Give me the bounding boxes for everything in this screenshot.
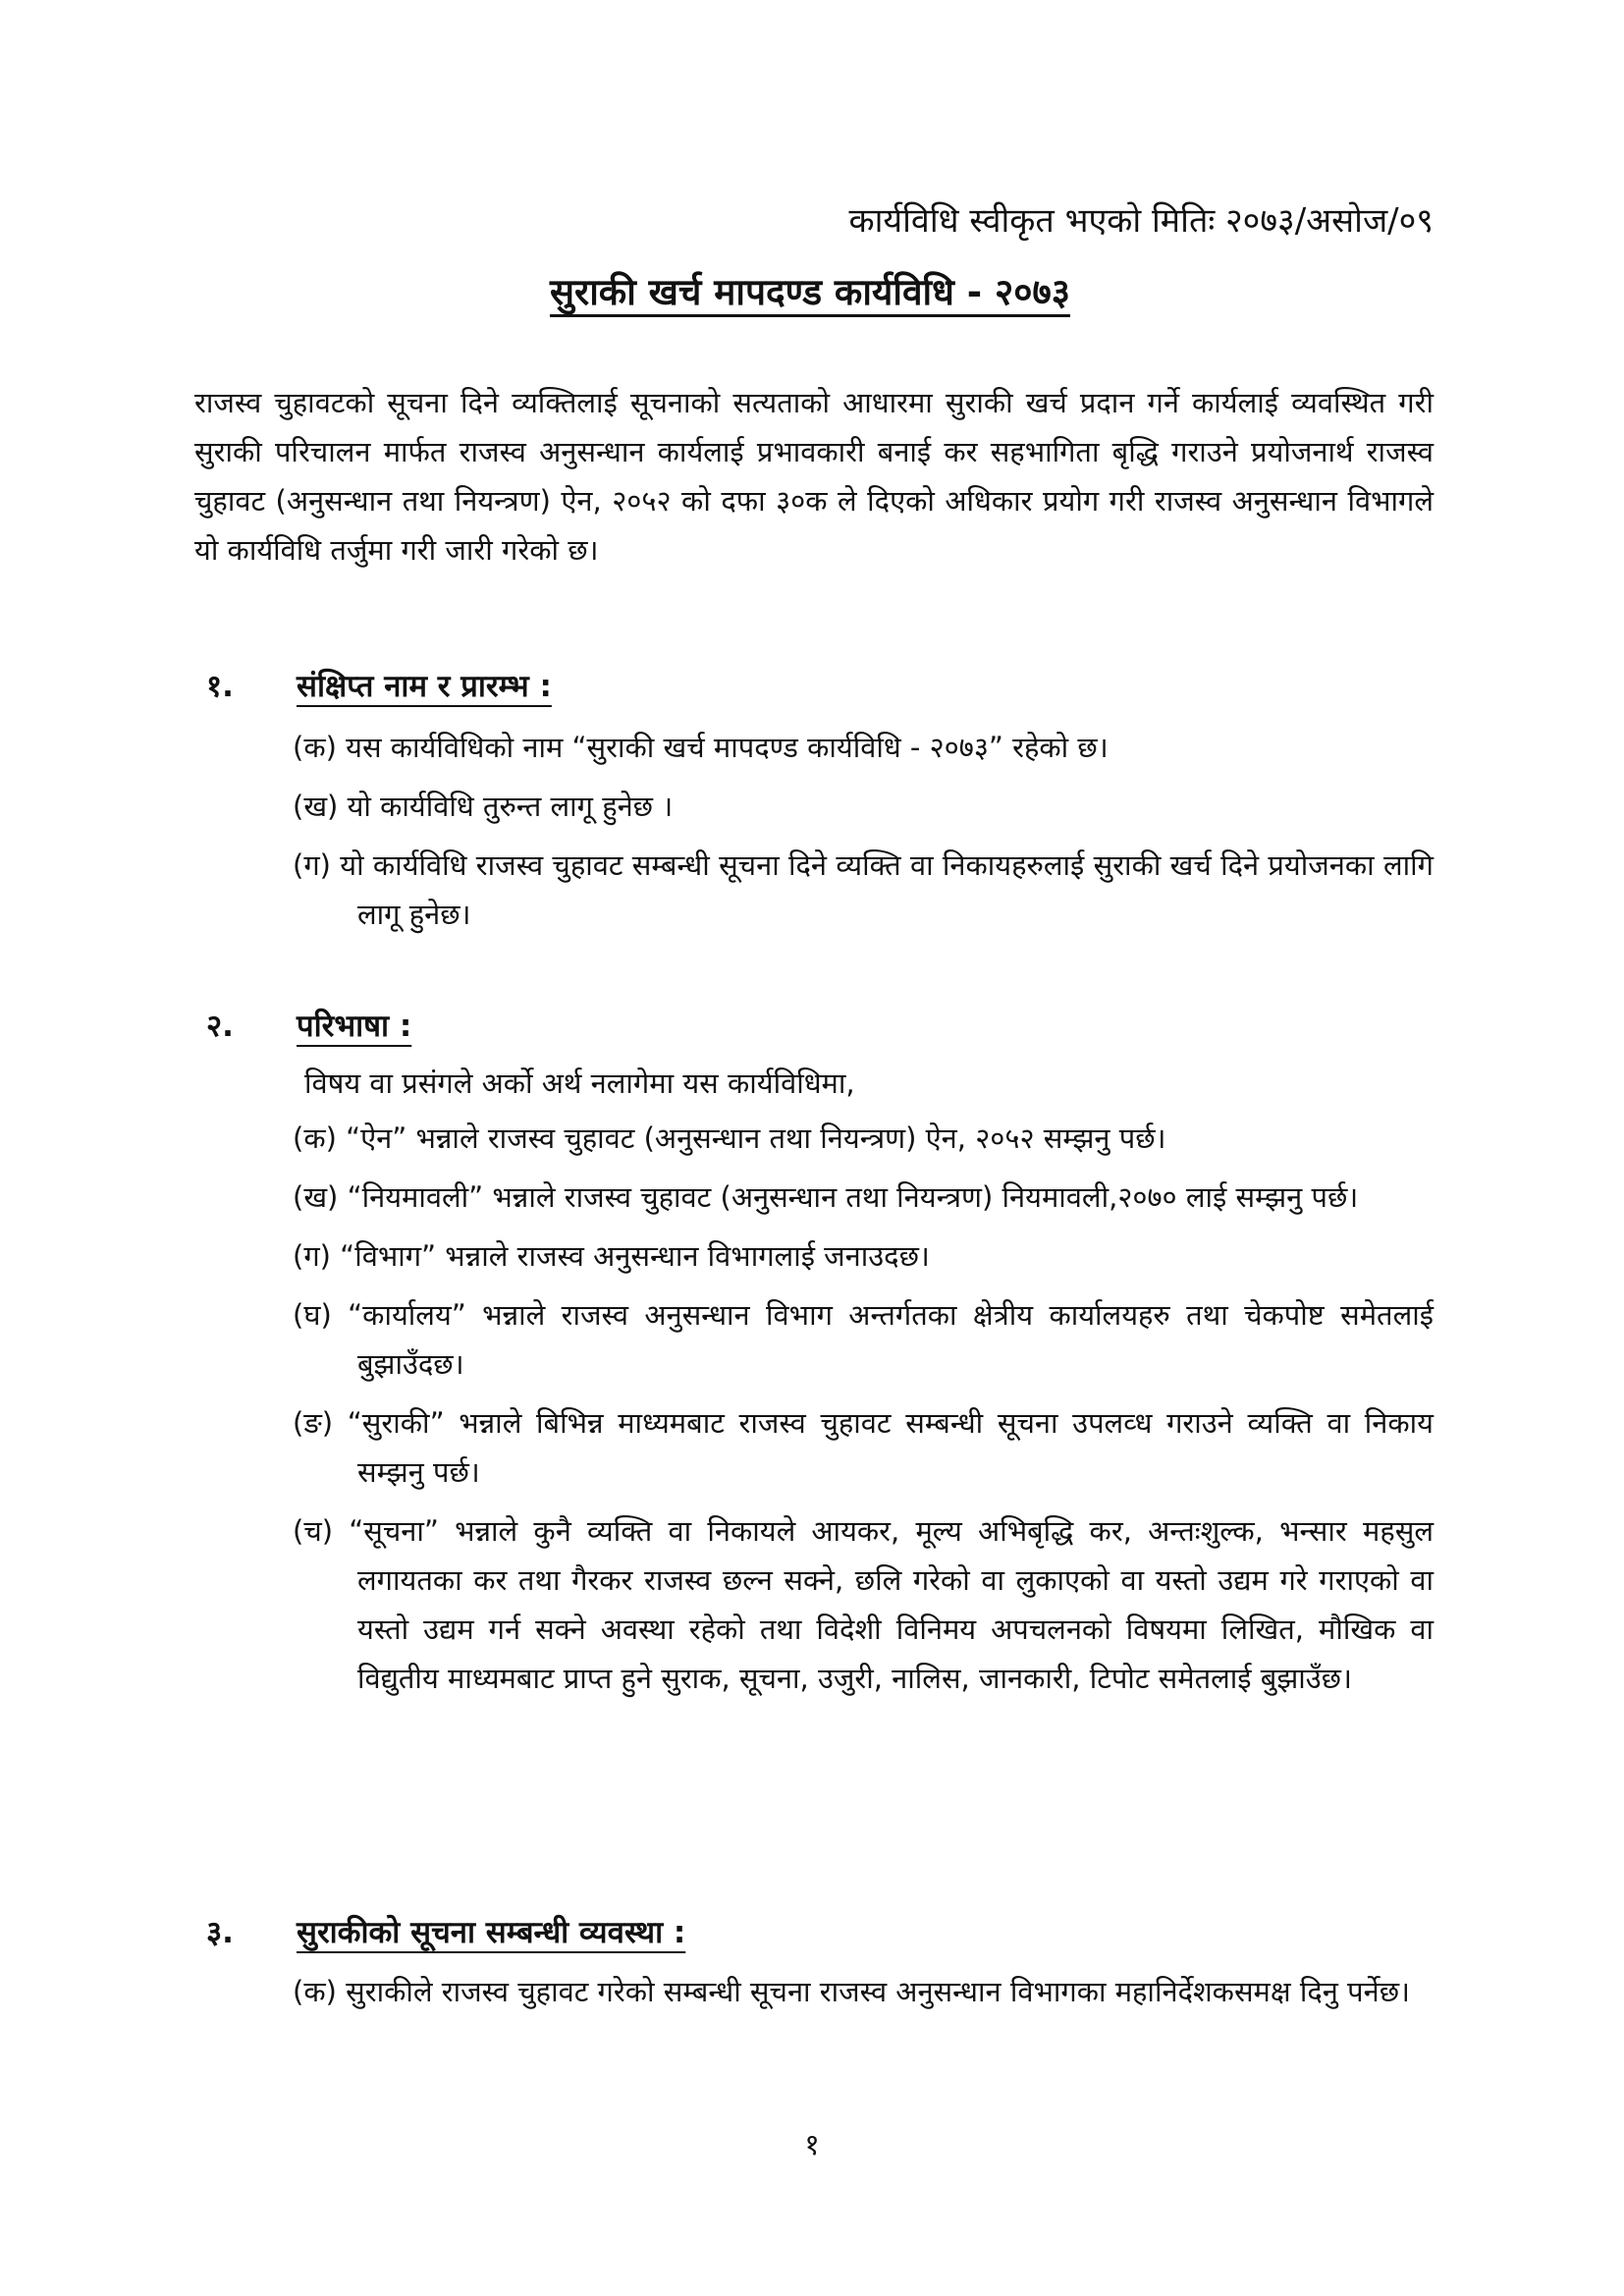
- section-number: २.: [206, 1009, 234, 1044]
- document-title-text: सुराकी खर्च मापदण्ड कार्यविधि - २०७३: [550, 271, 1070, 313]
- list-item: (ग) “विभाग” भन्नाले राजस्व अनुसन्धान विभागलाई जनाउदछ।: [293, 1239, 930, 1273]
- section-title: सुराकीको सूचना सम्बन्धी व्यवस्था :: [297, 1915, 686, 1950]
- page-number: १: [804, 2128, 820, 2162]
- list-item: (ङ) “सुराकी” भन्नाले बिभिन्न माध्यमबाट राजस्व चुहावट सम्बन्धी सूचना उपलव्ध गराउने व्यक्ति वा निकाय सम्झनु पर्छ।: [293, 1406, 1434, 1489]
- section-2-items: [293, 1059, 1434, 1713]
- section-title: परिभाषा :: [297, 1009, 412, 1044]
- section-number: १.: [206, 669, 234, 704]
- preamble-paragraph: राजस्व चुहावटको सूचना दिने व्यक्तिलाई सूचनाको सत्यताको आधारमा सुराकी खर्च प्रदान गर्ने कार्यलाई व्यवस्थित गरी सुराकी परिचालन मार्फत राजस्व अनुसन्धान कार्यलाई प्रभावकारी बनाई कर सहभागिता बृद्धि गराउने प्रयोजनार्थ राजस्व चुहावट (अनुसन्धान तथा नियन्त्रण) ऐन, २०५२ को दफा ३०क ले दिएको अधिकार प्रयोग गरी राजस्व अनुसन्धान विभागले यो कार्यविधि तर्जुमा गरी जारी गरेको छ।: [194, 386, 1434, 567]
- section-3-items: [293, 1967, 1434, 2026]
- list-item: (ख) यो कार्यविधि तुरुन्त लागू हुनेछ ।: [293, 790, 674, 823]
- list-item: (क) यस कार्यविधिको नाम “सुराकी खर्च मापदण्ड कार्यविधि - २०७३” रहेको छ।: [293, 731, 1109, 764]
- section-title: संक्षिप्त नाम र प्रारम्भ :: [297, 669, 552, 704]
- document-title: [196, 267, 1424, 318]
- section-1-items: [293, 723, 1434, 949]
- list-item: (ग) यो कार्यविधि राजस्व चुहावट सम्बन्धी सूचना दिने व्यक्ति वा निकायहरुलाई सुराकी खर्च दिने प्रयोजनका लागि लागू हुनेछ।: [293, 848, 1434, 931]
- list-item: (च) “सूचना” भन्नाले कुनै व्यक्ति वा निकायले आयकर, मूल्य अभिबृद्धि कर, अन्तःशुल्क, भन्सार महसुल लगायतका कर तथा गैरकर राजस्व छल्न सक्ने, छलि गरेको वा लुकाएको वा यस्तो उद्यम गरे गराएको वा यस्तो उद्यम गर्न सक्ने अवस्था रहेको तथा विदेशी विनिमय अपचलनको विषयमा लिखित, मौखिक वा विद्युतीय माध्यमबाट प्राप्त हुने सुराक, सूचना, उजुरी, नालिस, जानकारी, टिपोट समेतलाई बुझाउँछ।: [293, 1514, 1434, 1695]
- section-intro: विषय वा प्रसंगले अर्को अर्थ नलागेमा यस कार्यविधिमा,: [304, 1066, 855, 1100]
- approval-date-line: कार्यविधि स्वीकृत भएको मितिः २०७३/असोज/०९: [848, 201, 1434, 241]
- list-item: (ख) “नियमावली” भन्नाले राजस्व चुहावट (अनुसन्धान तथा नियन्त्रण) नियमावली,२०७० लाई सम्झनु पर्छ।: [293, 1180, 1359, 1214]
- list-item: (घ) “कार्यालय” भन्नाले राजस्व अनुसन्धान विभाग अन्तर्गतका क्षेत्रीय कार्यालयहरु तथा चेकपोष्ट समेतलाई बुझाउँदछ।: [293, 1298, 1434, 1381]
- list-item: (क) “ऐन” भन्नाले राजस्व चुहावट (अनुसन्धान तथा नियन्त्रण) ऐन, २०५२ सम्झनु पर्छ।: [293, 1121, 1166, 1155]
- list-item: (क) सुराकीले राजस्व चुहावट गरेको सम्बन्धी सूचना राजस्व अनुसन्धान विभागका महानिर्देशकसमक्ष दिनु पर्नेछ।: [293, 1975, 1411, 2008]
- section-number: ३.: [206, 1915, 234, 1950]
